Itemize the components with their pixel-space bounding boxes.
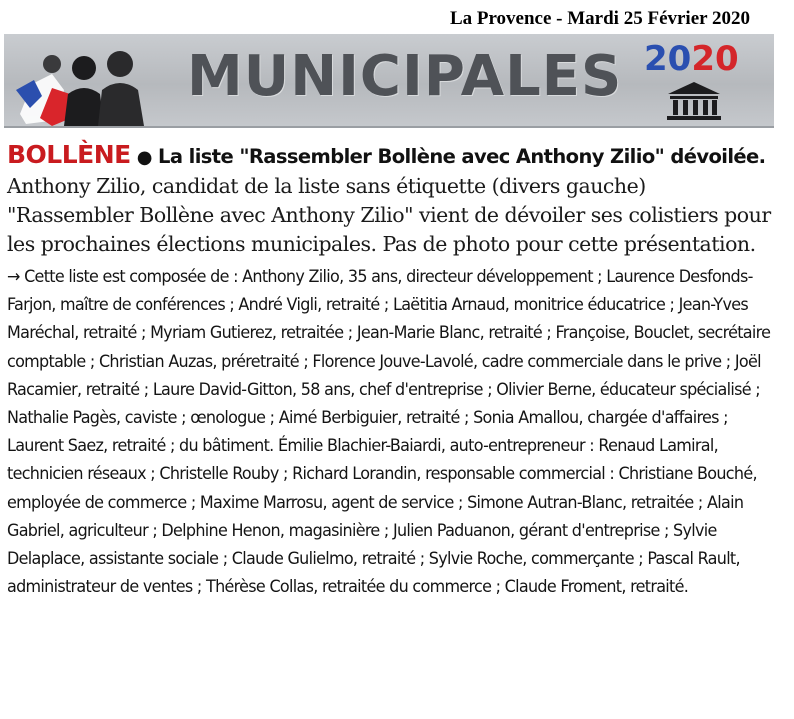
banner-year-part2: 20 [691, 39, 739, 79]
article-body [7, 263, 775, 601]
banner-year [644, 38, 739, 80]
article-body-text: Cette liste est composée de : Anthony Zilio, 35 ans, directeur développement ; Laurence Desfonds-Farjon, maître de conférences ; André Vigli, retraité ; Laëtitia Arnaud, monitrice éducatrice ; Jean-Yves Maréchal, retraité ; Myriam Gutierez, retraitée ; Jean-Marie Blanc, retraité ; Françoise, Bouclet, secrétaire comptable ; Christian Auzas, préretraité ; Florence Jouve-Lavolé, cadre commerciale dans le prive ; Joël Racamier, retraité ; Laure David-Gitton, 58 ans, chef d'entreprise ; Olivier Berne, éducateur spécialisé ; Nathalie Pagès, caviste ; œnologue ; Aimé Berbiguier, retraité ; Sonia Amallou, chargée d'affaires ; Laurent Saez, retraité ; du bâtiment. Émilie Blachier-Baiardi, auto-entrepreneur : Renaud Lamiral, technicien réseaux ; Christelle Rouby ; Richard Lorandin, responsable commercial : Christiane Bouché, employée de commerce ; Maxime Marrosu, agent de service ; Simone Autran-Blanc, retraitée ; Alain Gabriel, agriculteur ; Delphine Henon, magasinière ; Julien Paduanon, gérant d'entreprise ; Sylvie Delaplace, assistante sociale ; Claude Gulielmo, retraité ; Sylvie Roche, commerçante ; Pascal Rault, administrateur de ventes ; Thérèse Collas, retraitée du commerce ; Claude Froment, retraité. [7, 267, 771, 598]
article-headline: La liste "Rassembler Bollène avec Anthony Zilio" dévoilée. [158, 145, 766, 168]
masthead-date: La Provence - Mardi 25 Février 2020 [449, 8, 750, 29]
arrow-icon: → [7, 267, 20, 287]
town-hall-icon [664, 80, 724, 122]
banner-title: MUNICIPALES [187, 44, 623, 109]
bullet-icon: ● [136, 147, 152, 168]
section-banner [4, 34, 774, 128]
article [7, 140, 777, 601]
article-kicker: BOLLÈNE [7, 140, 131, 169]
banner-year-part1: 20 [644, 39, 692, 79]
article-lead-paragraph [7, 140, 777, 259]
voters-silhouette-icon [12, 44, 162, 126]
article-lead: Anthony Zilio, candidat de la liste sans étiquette (divers gauche) "Rassembler Bollène avec Anthony Zilio" vient de dévoiler ses colistiers pour les prochaines élections municipales. Pas de photo pour cette présentation. [7, 174, 771, 256]
